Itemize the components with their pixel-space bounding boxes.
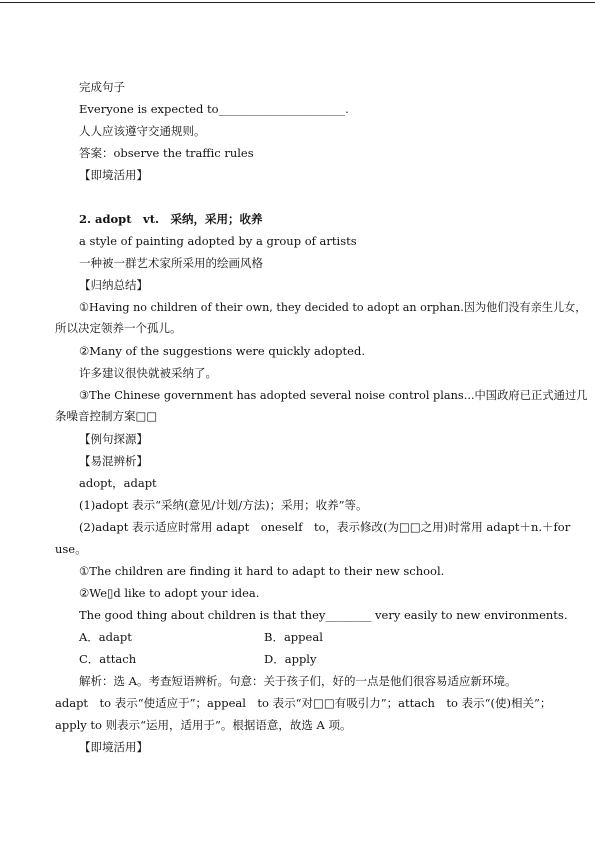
example-sentence-3-cont: 条噪音控制方案□□ (55, 409, 158, 423)
example-phrase-translation: 一种被一群艺术家所采用的绘画风格 (79, 256, 263, 270)
comparison-example-1: ①The children are finding it hard to adapt to their new school. (79, 564, 445, 578)
header-rule (0, 2, 595, 3)
option-a: A．adapt (79, 630, 132, 644)
note-adapt-cont: use。 (55, 542, 87, 556)
analysis-line-3: apply to 则表示“运用，适用于”。根据语意，故选 A 项。 (55, 718, 352, 732)
section-tag-practice: 【即境活用】 (79, 168, 148, 182)
option-b: B．appeal (264, 630, 323, 644)
analysis-line-2: adapt to 表示“使适应于”；appeal to 表示“对□□有吸引力”；attach to 表示“(使)相关”； (55, 696, 552, 710)
answer-line: 答案：observe the traffic rules (79, 146, 254, 160)
comparison-words: adopt，adapt (79, 476, 157, 490)
example-sentence-3: ③The Chinese government has adopted several noise control plans...中国政府已正式通过几 (79, 388, 588, 402)
vocab-entry-heading: 2. adopt vt. 采纳，采用；收养 (79, 212, 263, 226)
question-stem: The good thing about children is that they________ very easily to new environments. (79, 608, 568, 622)
exercise-sentence: Everyone is expected to______________________. (79, 102, 349, 116)
note-adapt: (2)adapt 表示适应时常用 adapt oneself to，表示修改(为□□之用)时常用 adapt＋n.＋for (79, 520, 571, 534)
example-sentence-1-cont: 所以决定领养一个孤儿。 (55, 321, 182, 335)
comparison-example-2: ②We▯d like to adopt your idea. (79, 586, 260, 600)
section-heading-complete-sentence: 完成句子 (79, 80, 125, 94)
example-sentence-2: ②Many of the suggestions were quickly adopted. (79, 344, 365, 358)
analysis-line-1: 解析：选 A。考查短语辨析。句意：关于孩子们，好的一点是他们很容易适应新环境。 (79, 674, 517, 688)
example-sentence-1: ①Having no children of their own, they decided to adopt an orphan.因为他们没有亲生儿女， (79, 300, 587, 314)
section-tag-practice-2: 【即境活用】 (79, 740, 148, 754)
section-tag-summary: 【归纳总结】 (79, 278, 148, 292)
example-phrase: a style of painting adopted by a group of artists (79, 234, 357, 248)
section-tag-confusion: 【易混辨析】 (79, 454, 148, 468)
section-tag-origin: 【例句探源】 (79, 432, 148, 446)
exercise-translation: 人人应该遵守交通规则。 (79, 124, 206, 138)
option-c: C．attach (79, 652, 137, 666)
option-d: D．apply (264, 652, 317, 666)
note-adopt: (1)adopt 表示“采纳(意见/计划/方法)；采用；收养”等。 (79, 498, 368, 512)
example-sentence-2-translation: 许多建议很快就被采纳了。 (79, 366, 217, 380)
